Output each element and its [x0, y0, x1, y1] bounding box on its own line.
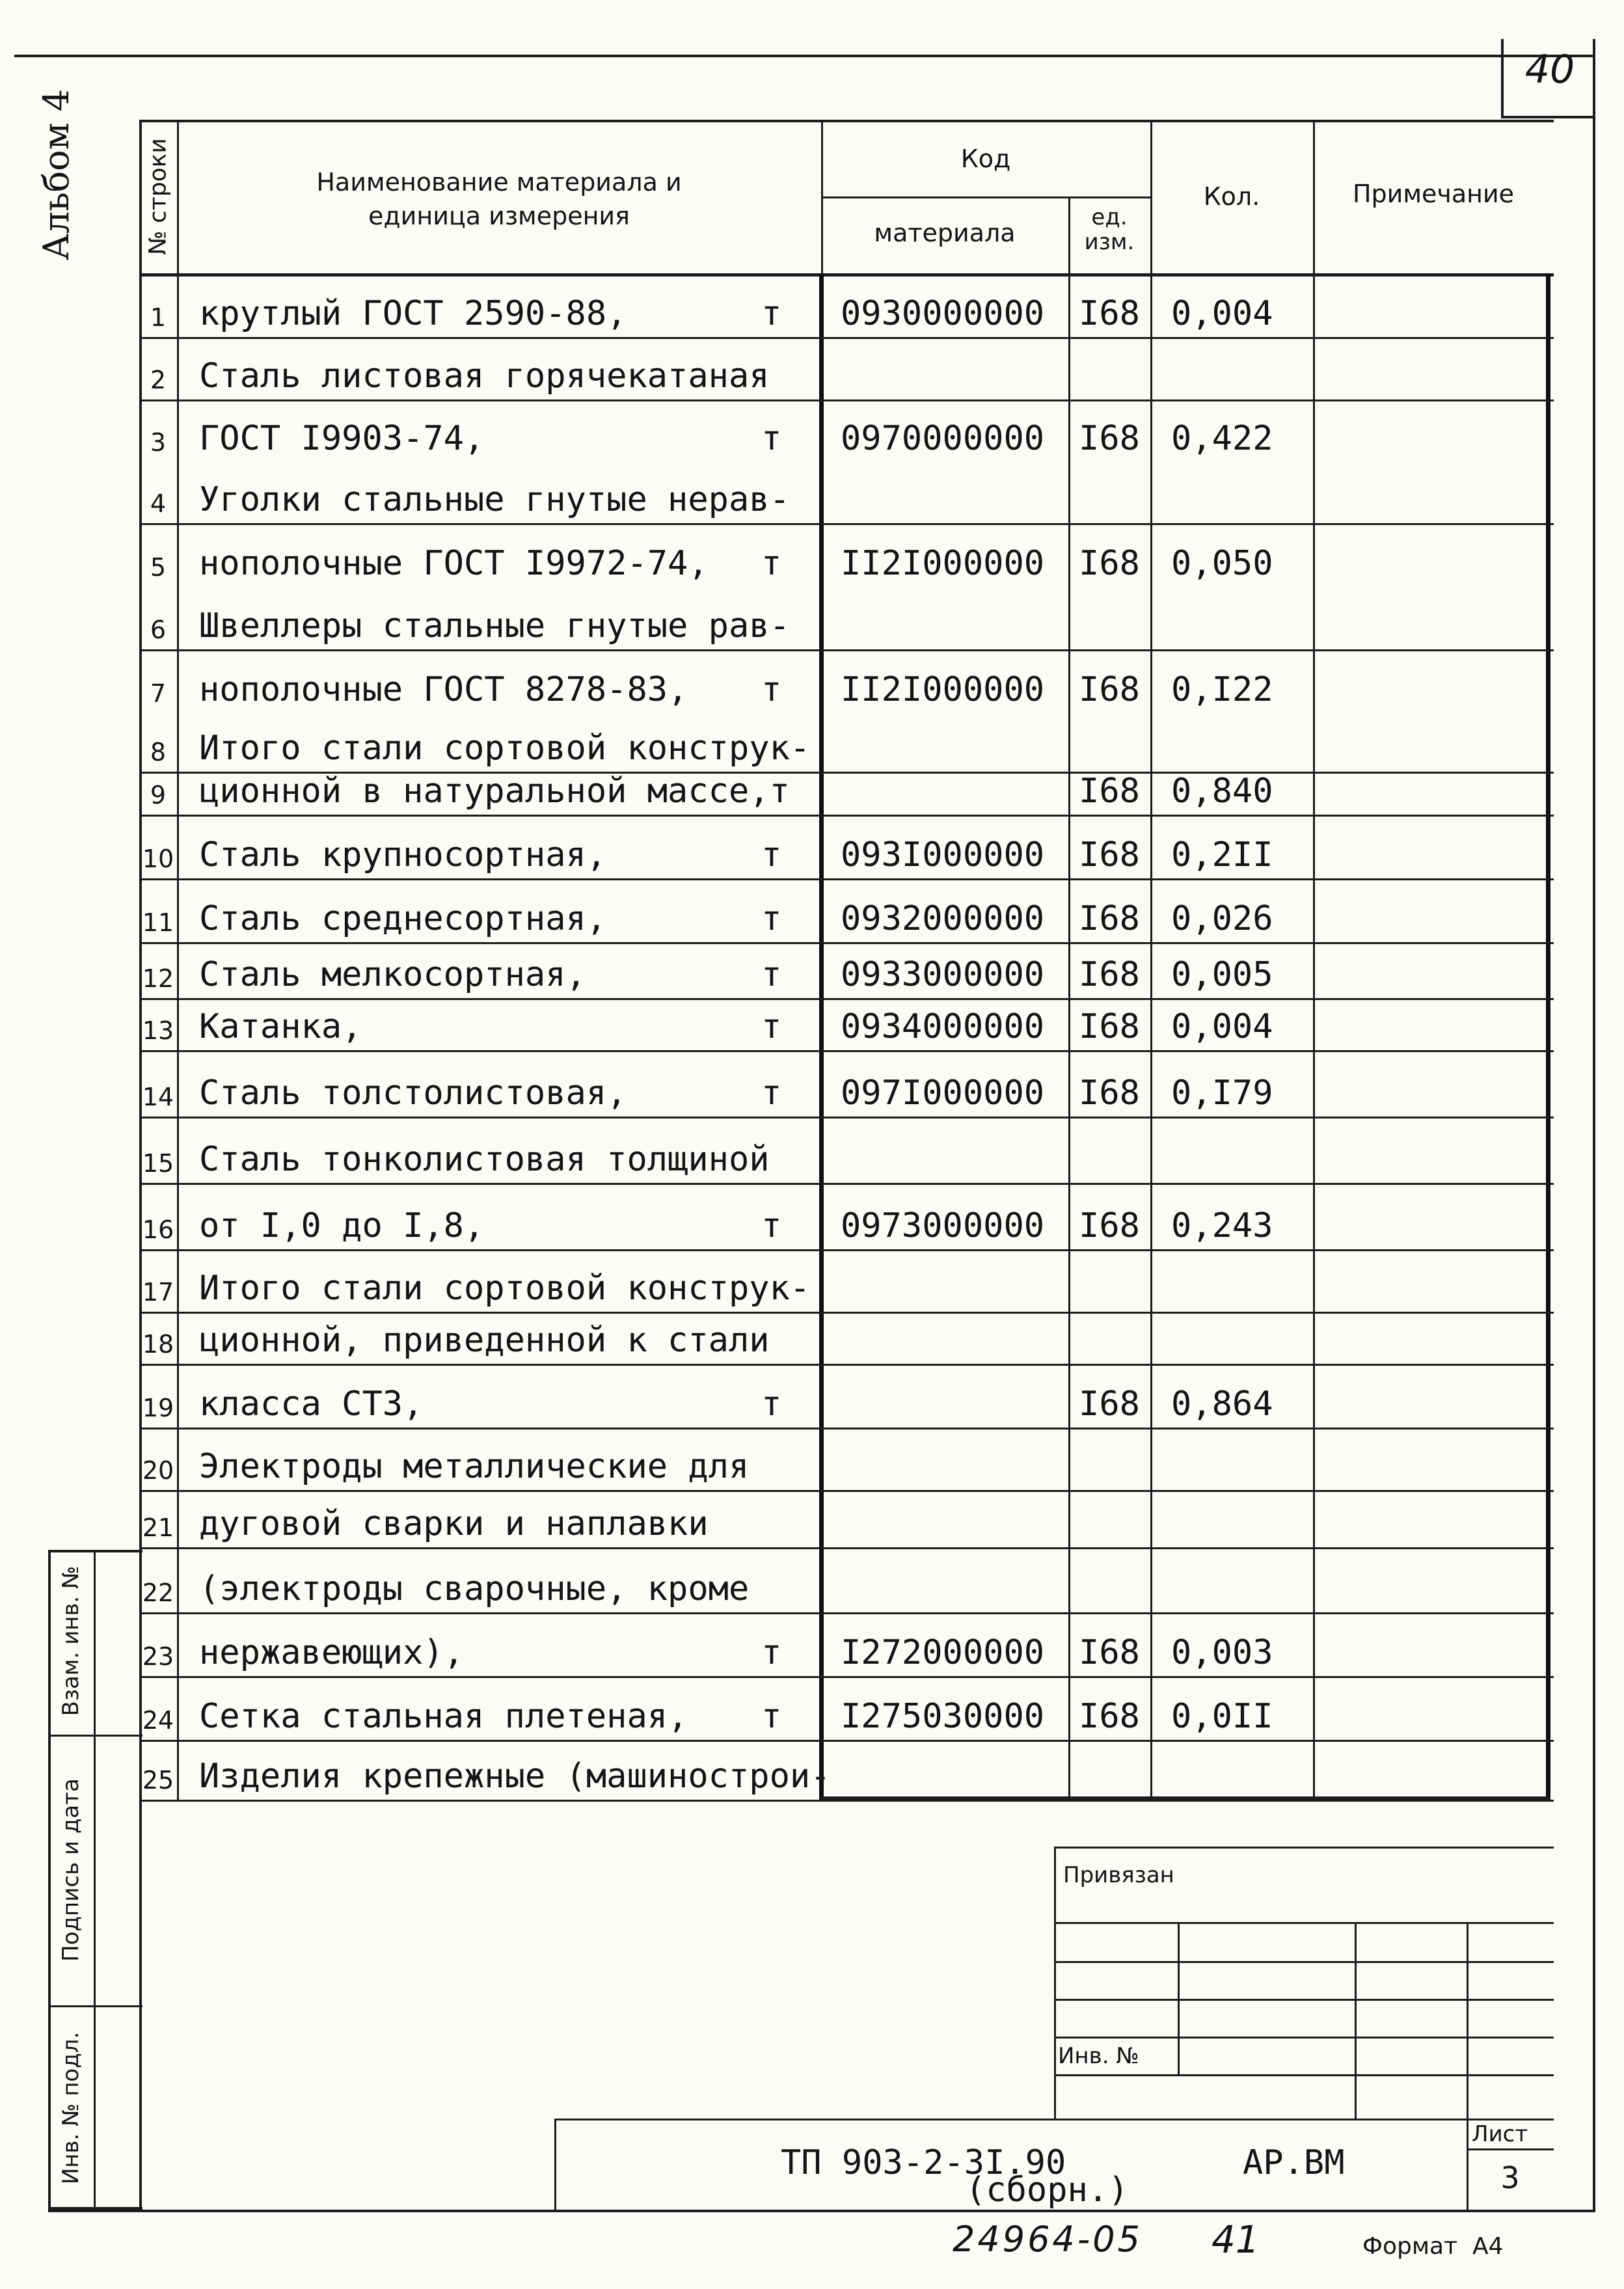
material-name: Катанка, — [199, 1007, 362, 1046]
measure-unit: т — [761, 899, 782, 938]
material-name: Сталь тонколистовая толщиной — [199, 1140, 770, 1179]
row-divider — [139, 1312, 1554, 1314]
stamp-left-edge — [1054, 1847, 1056, 2119]
stamp-col-1 — [1178, 1922, 1180, 2074]
row-number: 7 — [150, 679, 167, 708]
frame-right-border — [1593, 39, 1595, 2210]
quantity-value: 0,243 — [1171, 1206, 1273, 1245]
row-divider — [139, 878, 1554, 880]
unit-code: I68 — [1079, 955, 1140, 994]
unit-code: I68 — [1079, 544, 1140, 583]
quantity-value: 0,422 — [1171, 419, 1273, 458]
material-name: Итого стали сортовой конструк- — [199, 1269, 811, 1308]
frame-top-border — [14, 55, 1593, 57]
quantity-value: 0,003 — [1171, 1633, 1273, 1672]
quantity-value: 0,026 — [1171, 899, 1273, 938]
row-number: 25 — [142, 1766, 174, 1795]
material-code: 0934000000 — [841, 1007, 1045, 1046]
unit-code: I68 — [1079, 419, 1140, 458]
quantity-value: 0,004 — [1171, 294, 1273, 333]
material-code: 097I000000 — [841, 1074, 1045, 1113]
material-name: нополочные ГОСТ I9972-74, — [199, 544, 709, 583]
footer-page: 41 — [1211, 2217, 1260, 2262]
row-divider — [139, 337, 1554, 339]
sheet-label-line — [1467, 2148, 1554, 2150]
format-label: Формат А4 — [1362, 2233, 1504, 2260]
page-number: 40 — [1524, 47, 1575, 92]
name-header-line1: Наименование материала и — [316, 168, 682, 196]
attached-label: Привязан — [1063, 1862, 1174, 1888]
album-label: Альбом 4 — [36, 88, 77, 260]
measure-unit: т — [761, 1385, 782, 1424]
row-number: 5 — [150, 553, 167, 582]
material-name: (электроды сварочные, кроме — [199, 1569, 750, 1608]
row-number: 2 — [150, 366, 167, 394]
material-name: класса СТ3, — [199, 1385, 424, 1424]
row-divider — [139, 1612, 1554, 1614]
material-name: крутлый ГОСТ 2590-88, — [199, 294, 627, 333]
measure-unit: т — [761, 835, 782, 874]
row-number-header: № строки — [144, 138, 172, 255]
note-header: Примечание — [1352, 180, 1515, 208]
material-name: ГОСТ I9903-74, — [199, 419, 485, 458]
quantity-value: 0,005 — [1171, 955, 1273, 994]
row-divider — [139, 1249, 1554, 1251]
material-name: Итого стали сортовой конструк- — [199, 729, 811, 768]
unit-code: I68 — [1079, 294, 1140, 333]
footer-number: 24964-05 — [953, 2219, 1143, 2260]
material-name: Сетка стальная плетеная, — [199, 1697, 688, 1736]
stamp-line-3 — [1054, 1961, 1554, 1963]
table-top-line — [139, 120, 1554, 122]
col-line-code-header — [821, 120, 823, 273]
row-divider — [139, 1676, 1554, 1678]
material-name: нержавеющих), — [199, 1633, 464, 1672]
measure-unit: т — [761, 1007, 782, 1046]
row-number: 4 — [150, 489, 167, 518]
material-code: 0970000000 — [841, 419, 1045, 458]
material-name: Сталь толстолистовая, — [199, 1074, 627, 1113]
row-number: 16 — [142, 1215, 174, 1244]
replaced-inv-label: Взам. инв. № — [58, 1565, 84, 1716]
stamp-line-2 — [1054, 1922, 1554, 1924]
material-name: Электроды металлические для — [199, 1447, 750, 1486]
name-header-line2: единица измерения — [368, 202, 630, 230]
material-code: I275030000 — [841, 1697, 1045, 1736]
row-number: 3 — [150, 428, 167, 457]
material-name: дуговой сварки и наплавки — [199, 1504, 709, 1543]
row-number: 22 — [142, 1578, 174, 1607]
row-number: 11 — [142, 908, 174, 937]
code-subheader-line — [821, 196, 1150, 198]
row-number: 24 — [142, 1706, 174, 1735]
material-code: 0930000000 — [841, 294, 1045, 333]
row-number: 20 — [142, 1456, 174, 1485]
material-code: II2I000000 — [841, 670, 1045, 709]
title-block-top — [554, 2119, 1554, 2120]
quantity-value: 0,I22 — [1171, 670, 1273, 709]
measure-unit: т — [761, 1697, 782, 1736]
row-divider — [139, 942, 1554, 944]
measure-unit: т — [761, 955, 782, 994]
sheet-number: 3 — [1500, 2160, 1520, 2195]
document-code: ТП 903-2-3I.90 — [781, 2143, 1066, 2182]
document-mark: АР.ВМ — [1243, 2143, 1345, 2182]
row-divider — [139, 1183, 1554, 1185]
measure-unit: т — [761, 294, 782, 333]
material-code: 093I000000 — [841, 835, 1045, 874]
row-divider — [139, 1364, 1554, 1366]
row-divider — [139, 1800, 1554, 1802]
stamp-line-6 — [1054, 2074, 1554, 2076]
row-number: 23 — [142, 1642, 174, 1671]
quantity-value: 0,2II — [1171, 835, 1273, 874]
unit-code: I68 — [1079, 1697, 1140, 1736]
row-divider — [139, 1117, 1554, 1118]
side-stamp-mid — [94, 1550, 96, 2210]
row-divider — [139, 1050, 1554, 1052]
material-name: Сталь листовая горячекатаная — [199, 357, 770, 396]
material-name: Уголки стальные гнутые нерав- — [199, 480, 790, 519]
signature-date-label: Подпись и дата — [58, 1778, 84, 1962]
row-divider — [139, 1547, 1554, 1549]
unit-code: I68 — [1079, 899, 1140, 938]
code-unit-header-line1: ед. — [1091, 204, 1128, 230]
code-unit-header-line2: изм. — [1084, 229, 1135, 255]
material-code: II2I000000 — [841, 544, 1045, 583]
row-divider — [139, 1428, 1554, 1429]
measure-unit: т — [761, 419, 782, 458]
measure-unit: т — [761, 1633, 782, 1672]
inv-no-label: Инв. № — [1058, 2043, 1139, 2069]
unit-code: I68 — [1079, 1385, 1140, 1424]
quantity-value: 0,004 — [1171, 1007, 1273, 1046]
frame-bottom-border — [48, 2210, 1595, 2212]
material-code: I272000000 — [841, 1633, 1045, 1672]
measure-unit: т — [761, 670, 782, 709]
unit-code: I68 — [1079, 772, 1140, 811]
row-number: 9 — [150, 781, 167, 809]
table-right-line — [1546, 273, 1550, 1800]
material-name: Сталь мелкосортная, — [199, 955, 586, 994]
row-number: 1 — [150, 303, 167, 332]
code-material-header: материала — [874, 219, 1016, 247]
quantity-value: 0,I79 — [1171, 1074, 1273, 1113]
stamp-line-5 — [1054, 2037, 1554, 2038]
quantity-value: 0,050 — [1171, 544, 1273, 583]
material-code: 0933000000 — [841, 955, 1045, 994]
code-header: Код — [960, 144, 1011, 173]
row-divider — [139, 815, 1554, 817]
material-name: Сталь крупносортная, — [199, 835, 607, 874]
title-block-left — [554, 2119, 556, 2210]
header-bottom-line — [139, 273, 1554, 277]
row-divider — [139, 400, 1554, 401]
document-subtitle: (сборн.) — [966, 2171, 1129, 2210]
row-divider — [139, 1740, 1554, 1742]
row-divider — [139, 998, 1554, 1000]
row-divider — [139, 523, 1554, 525]
row-number: 18 — [142, 1330, 174, 1359]
row-number: 6 — [150, 616, 167, 644]
unit-code: I68 — [1079, 1007, 1140, 1046]
quantity-value: 0,840 — [1171, 772, 1273, 811]
unit-code: I68 — [1079, 670, 1140, 709]
material-name: ционной в натуральной массе,т — [199, 772, 790, 811]
unit-code: I68 — [1079, 1206, 1140, 1245]
material-name: Сталь среднесортная, — [199, 899, 607, 938]
quantity-value: 0,0II — [1171, 1697, 1273, 1736]
material-code: 0932000000 — [841, 899, 1045, 938]
row-number: 8 — [150, 738, 167, 766]
measure-unit: т — [761, 1206, 782, 1245]
quantity-value: 0,864 — [1171, 1385, 1273, 1424]
quantity-header: Кол. — [1203, 182, 1260, 211]
original-inv-label: Инв. № подл. — [58, 2031, 84, 2185]
material-name: ционной, приведенной к стали — [199, 1321, 770, 1360]
measure-unit: т — [761, 544, 782, 583]
row-divider — [139, 649, 1554, 651]
row-number: 12 — [142, 964, 174, 993]
unit-code: I68 — [1079, 1074, 1140, 1113]
measure-unit: т — [761, 1074, 782, 1113]
row-number: 15 — [142, 1149, 174, 1178]
material-name: Изделия крепежные (машинострои- — [199, 1757, 831, 1796]
stamp-col-2 — [1355, 1922, 1357, 2119]
row-number: 19 — [142, 1394, 174, 1422]
material-code: 0973000000 — [841, 1206, 1045, 1245]
sheet-label: Лист — [1472, 2121, 1528, 2147]
material-name: Швеллеры стальные гнутые рав- — [199, 606, 790, 645]
material-name: нополочные ГОСТ 8278-83, — [199, 670, 688, 709]
material-name: от I,0 до I,8, — [199, 1206, 485, 1245]
row-number: 17 — [142, 1278, 174, 1307]
unit-code: I68 — [1079, 835, 1140, 874]
row-divider — [139, 1490, 1554, 1492]
unit-code: I68 — [1079, 1633, 1140, 1672]
row-number: 13 — [142, 1016, 174, 1045]
stamp-line-1 — [1054, 1847, 1554, 1849]
col-line-code — [819, 273, 824, 1800]
row-number: 21 — [142, 1513, 174, 1542]
stamp-line-4 — [1054, 1999, 1554, 2001]
row-number: 14 — [142, 1083, 174, 1111]
row-number: 10 — [142, 845, 174, 873]
